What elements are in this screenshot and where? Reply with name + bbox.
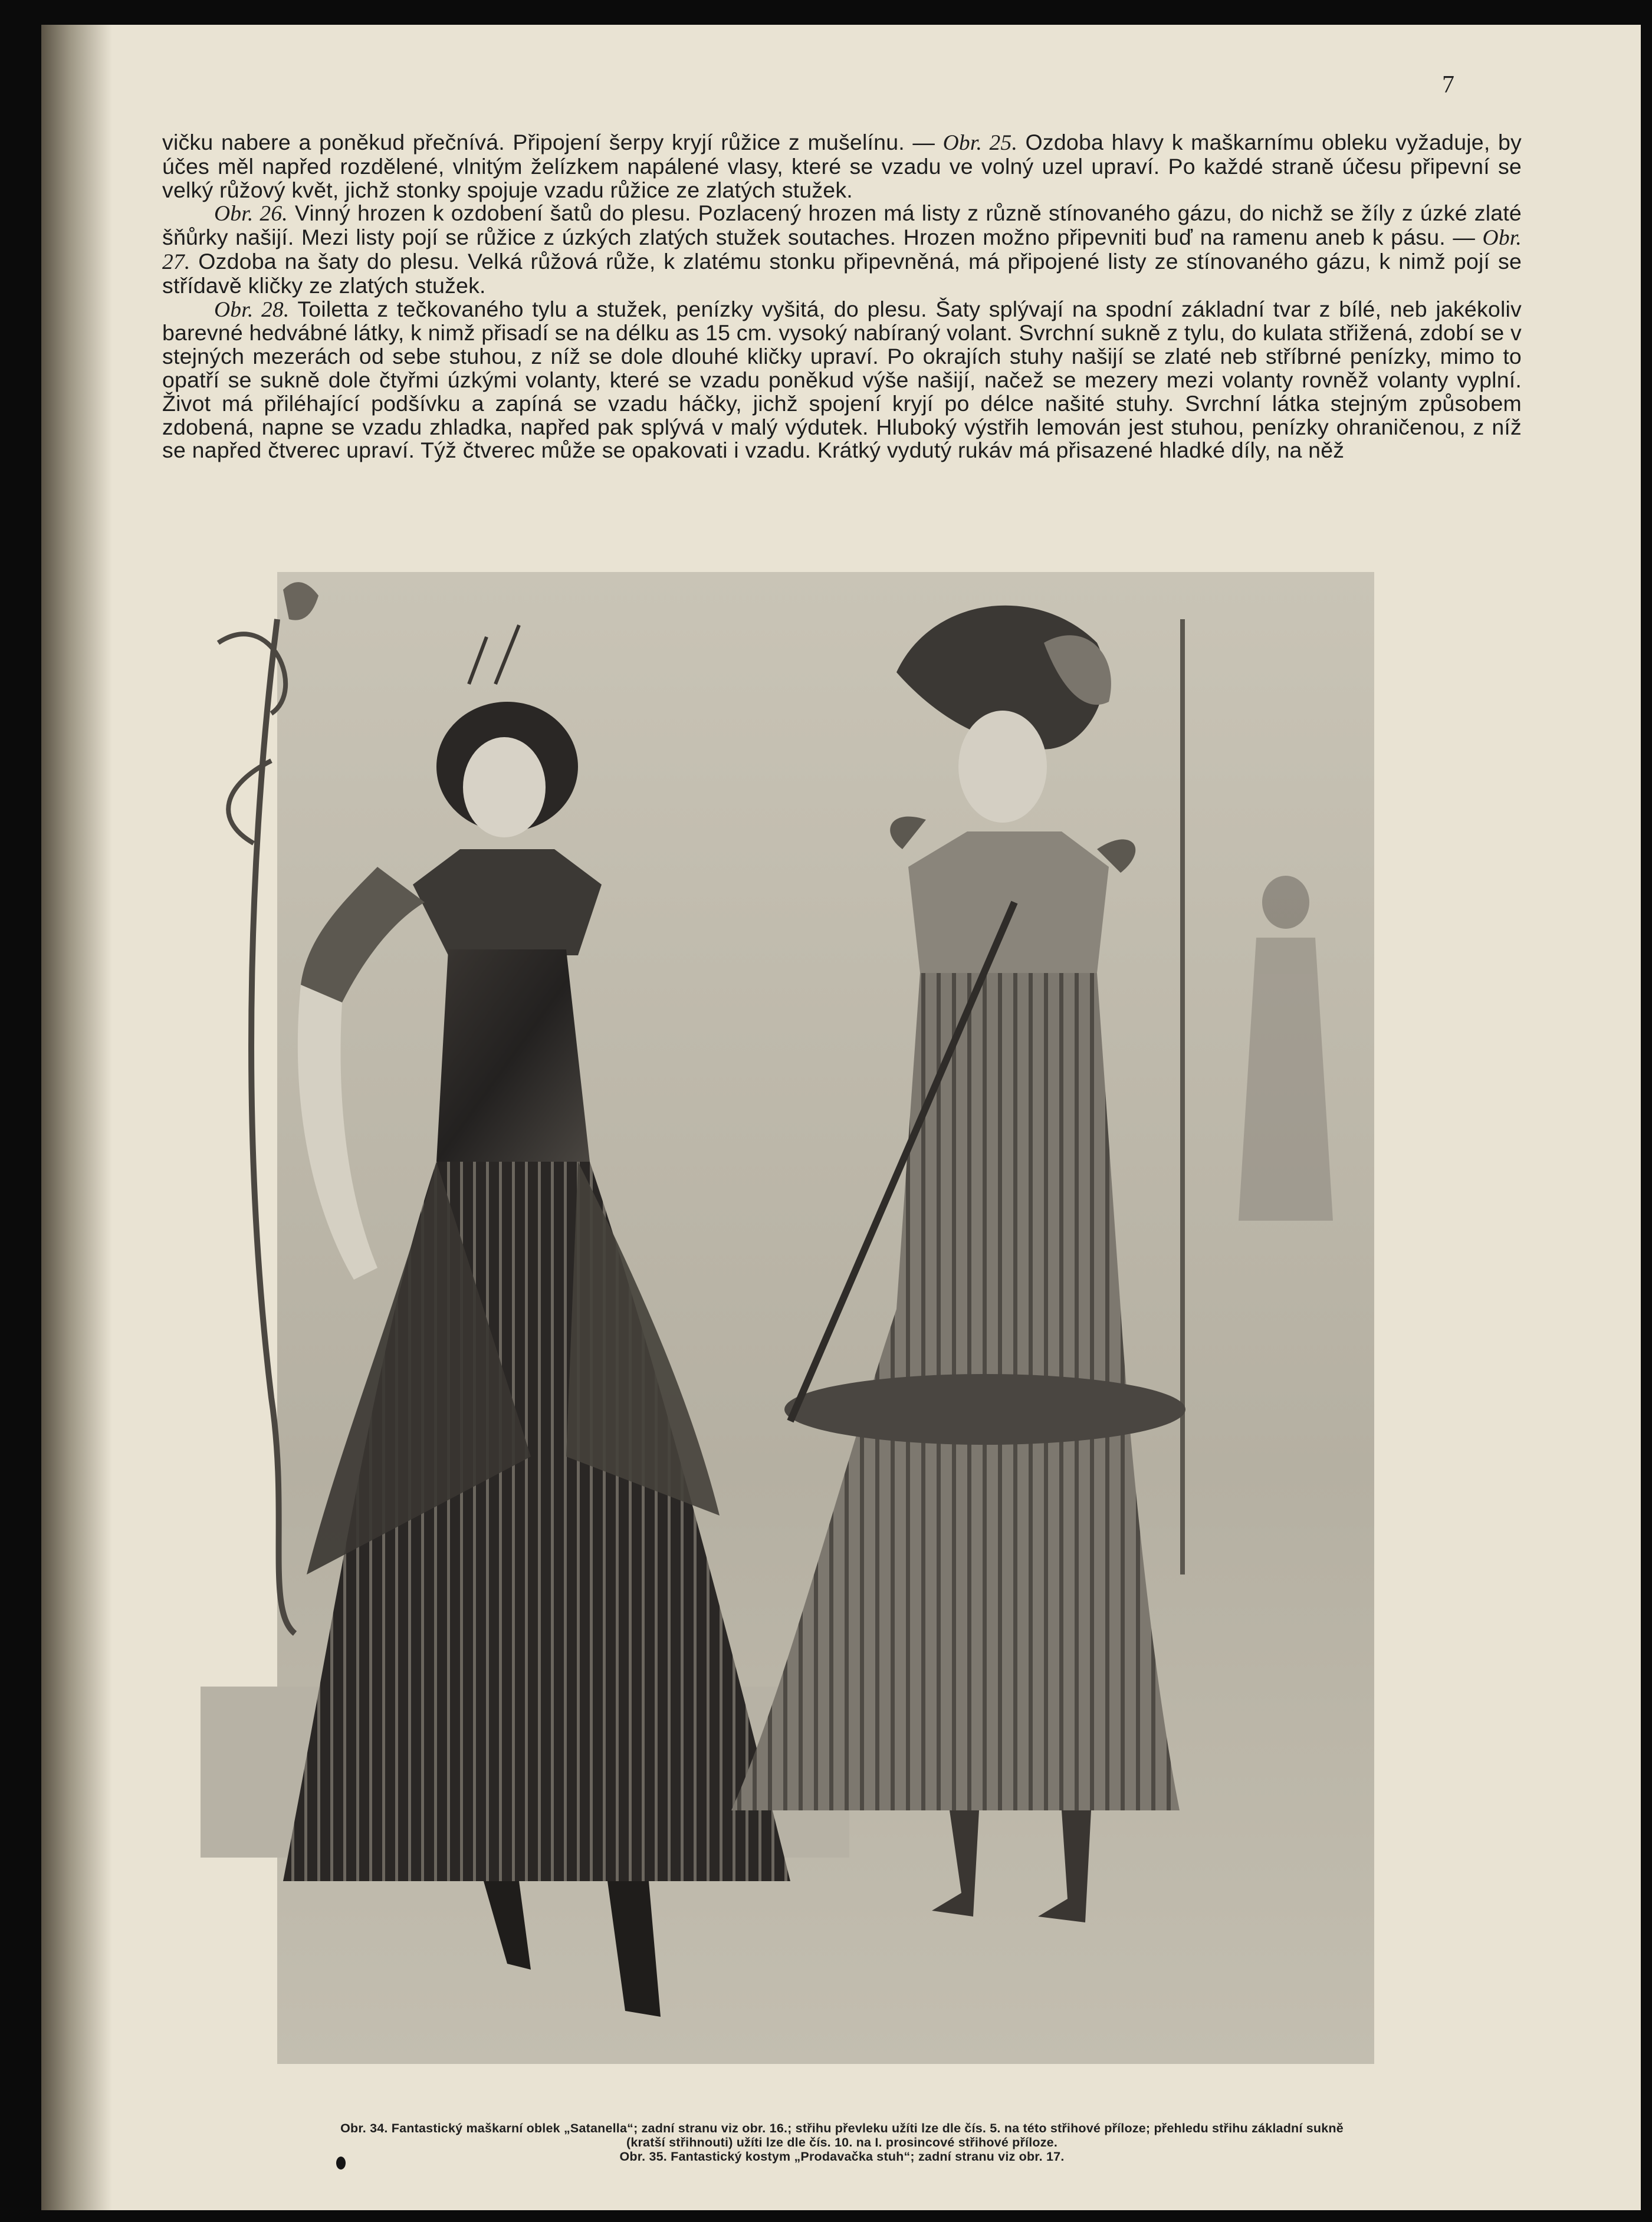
paragraph-3-text: Toiletta z tečkovaného tylu a stužek, penízky vyšitá, do plesu. Šaty splývají na spodní základní tvar z bílé, neb jakékoliv barevné hedvábné látky, k nimž přisadí se na délku as 15 cm. vysoký nabíraný volant. Svrchní sukně z tylu, do kulata střižená, zdobí se v stejných mezerách od sebe stuhou, z níž se dole dlouhé kličky upraví. Po okrajích stuhy našijí se zlaté neb stříbrné penízky, mimo to opatří se sukně dole čtyřmi úzkými volanty, které se vzadu poněkud výše našijí, načež se mezery mezi volanty rovněž volanty vyplní. Život má přiléhající podšívku a zapíná se vzadu háčky, jichž spojení kryjí po délce našité stuhy. Svrchní látka stejným způsobem zdobená, napne se vzadu zhladka, napřed pak splývá v malý výdutek. Hluboký výstřih lemován jest stuhou, penízky ohraničenou, z níž se napřed čtverec upraví. Týž čtverec může se opakovati i vzadu. Krátký vydutý rukáv má přisazené hladké díly, na něž xyxy=(162,296,1522,463)
fashion-illustration xyxy=(201,572,1415,2111)
paragraph-2 xyxy=(162,202,1522,297)
paragraph-3 xyxy=(162,298,1522,463)
magazine-page xyxy=(41,25,1641,2210)
figure-ref-26: Obr. 26. xyxy=(214,202,288,226)
figure-ref-27: Obr. 27. xyxy=(162,226,1522,274)
paragraph-1 xyxy=(162,131,1522,202)
figure-ref-25: Obr. 25. xyxy=(942,131,1018,155)
spine-shadow xyxy=(41,25,112,2210)
caption-line-2: (kratší střihnouti) užíti lze dle čís. 10. na I. prosincové střihové příloze. xyxy=(626,2135,1058,2149)
paragraph-2-text-2: Ozdoba na šaty do plesu. Velká růžová růže, k zlatému stonku připevněná, má připojené listy ze stínovaného gázu, k nimž pojí se střídavě kličky ze zlatých stužek. xyxy=(162,248,1522,298)
paragraph-1-text-2: Ozdoba hlavy k maškarnímu obleku vyžaduje, by účes měl napřed rozdělené, vlnitým želízkem napálené vlasy, které se vzadu ve volný uzel upraví. Po každé straně účesu připevní se velký růžový květ, jichž stonky spojuje vzadu růžice ze zlatých stužek. xyxy=(162,130,1522,202)
article-text xyxy=(162,131,1522,462)
ribbon-hoop xyxy=(784,1374,1185,1445)
illustration-caption xyxy=(162,2121,1522,2164)
paragraph-2-text: Vinný hrozen k ozdobení šatů do plesu. Pozlacený hrozen má listy z různě stínovaného gázu, do nichž se žíly z úzké zlaté šňůrky našijí. Mezi listy pojí se růžice z úzkých zlatých stužek soutaches. Hrozen možno připevniti buď na ramenu aneb k pásu. — xyxy=(162,200,1522,250)
paragraph-1-text: vičku nabere a poněkud přečnívá. Připojení šerpy kryjí růžice z mušelínu. — xyxy=(162,130,943,155)
fashion-engraving xyxy=(201,572,1415,2111)
ink-spot xyxy=(336,2157,346,2170)
caption-line-1: Obr. 34. Fantastický maškarní oblek „Satanella“; zadní stranu viz obr. 16.; střihu převleku užíti lze dle čís. 5. na této střihové příloze; přehledu střihu základní sukně xyxy=(340,2121,1344,2135)
ribbon-curl-icon xyxy=(228,761,271,843)
page-number: 7 xyxy=(1442,71,1454,98)
caption-line-3: Obr. 35. Fantastický kostym „Prodavačka stuh“; zadní stranu viz obr. 17. xyxy=(619,2149,1065,2164)
figure-ref-28: Obr. 28. xyxy=(214,297,290,322)
